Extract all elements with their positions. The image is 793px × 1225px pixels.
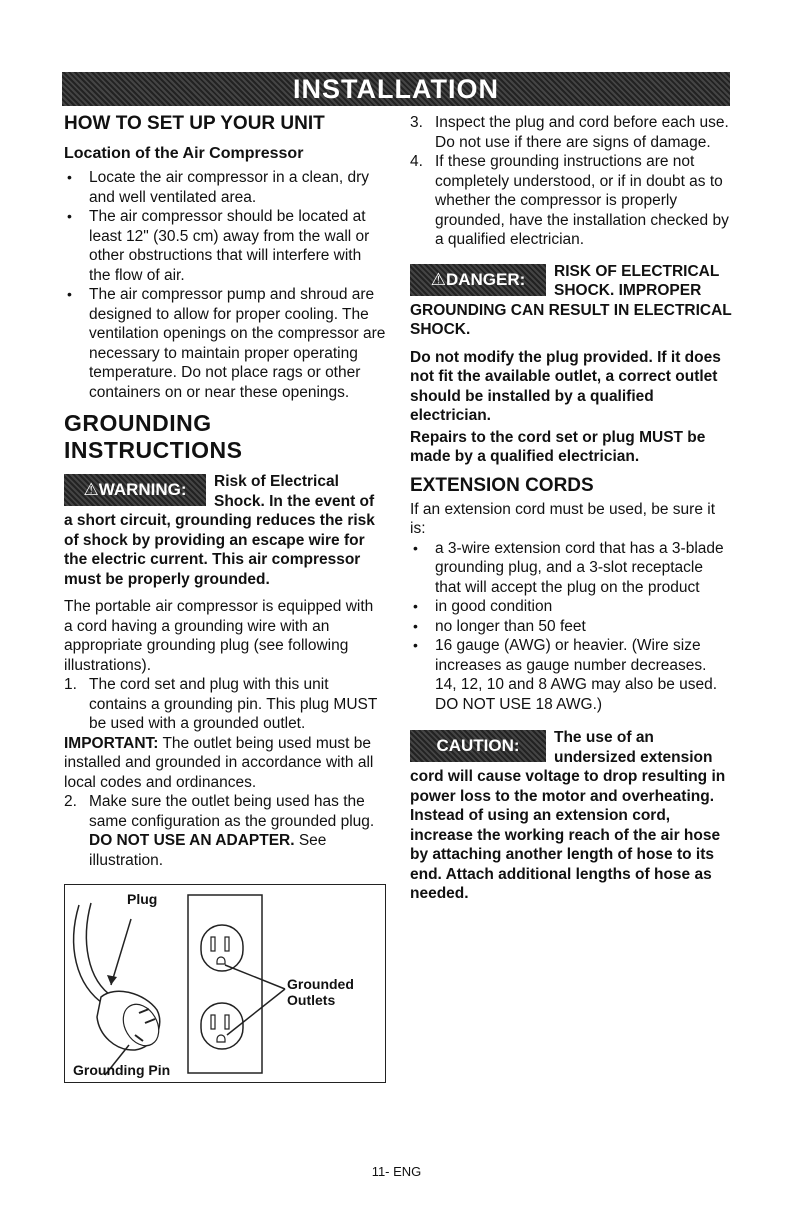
step-text: The cord set and plug with this unit contains a grounding pin. This plug MUST be used with a grounded outlet. [89, 676, 378, 732]
grounding-intro: The portable air compressor is equipped with a cord having a grounding wire with an appropriate grounding plug (see following illustrations). [64, 598, 374, 674]
setup-heading: HOW TO SET UP YOUR UNIT [64, 113, 325, 134]
list-item: • a 3-wire extension cord that has a 3-blade grounding plug, and a 3-slot receptacle that will accept the plug on the product [410, 539, 732, 598]
warning-block [64, 472, 386, 589]
caution-text: The use of an undersized extension cord will cause voltage to drop resulting in power loss to the motor and overheating. Instead of using an extension cord, increase the working reach of the air hose by attaching another length of hose to its end. Attach additional lengths of hose as needed. [410, 729, 726, 902]
step-text: Inspect the plug and cord before each use. Do not use if there are signs of damage. [435, 114, 729, 151]
page-number: 11- ENG [371, 1164, 422, 1179]
plug-pointer-line [111, 919, 131, 985]
danger-paragraph: Do not modify the plug provided. If it does not fit the available outlet, a correct outlet should be installed by a qualified electrician. [410, 348, 721, 424]
extension-list [410, 539, 732, 715]
extension-cords-heading: EXTENSION CORDS [410, 474, 594, 496]
right-column [410, 113, 732, 904]
step-number: 1. [64, 676, 77, 693]
important-note [64, 734, 386, 793]
caution-tag: CAUTION: [410, 730, 546, 762]
list-item: • Locate the air compressor in a clean, dry and well ventilated area. [64, 168, 386, 207]
list-item [64, 675, 386, 734]
cord-line [74, 905, 105, 1005]
list-item: • 16 gauge (AWG) or heavier. (Wire size increases as gauge number decreases. 14, 12, 10 and 8 AWG may also be used. DO NOT USE 18 AWG.) [410, 636, 732, 714]
grounding-steps-3 [410, 113, 732, 250]
step-text: If these grounding instructions are not completely understood, or if in doubt as to whether the compressor is properly grounded, have the installation checked by a qualified electrician. [435, 153, 729, 248]
list-item: • in good condition [410, 597, 732, 617]
list-item: • no longer than 50 feet [410, 617, 732, 637]
location-heading: Location of the Air Compressor [64, 145, 304, 162]
list-item: • The air compressor pump and shroud are designed to allow for proper cooling. The ventilation openings on the compressor are necessary to maintain proper operating temperature. Do not place rags or other containers on or near these openings. [64, 285, 386, 402]
list-item [410, 152, 732, 250]
warning-tag: ⚠WARNING: [64, 474, 206, 506]
plug-label: Plug [127, 891, 158, 907]
warning-text: Risk of Electrical Shock. In the event of a short circuit, grounding reduces the risk of shock by providing an escape wire for the electric current. This air compressor must be properly grounded. [64, 473, 375, 588]
left-column [64, 113, 386, 1083]
danger-block [410, 262, 732, 340]
caution-block [410, 728, 732, 904]
list-item [410, 113, 732, 152]
important-text: The outlet being used must be installed and grounded in accordance with all local codes and ordinances. [64, 734, 374, 791]
danger-text: RISK OF ELECTRICAL SHOCK. IMPROPER GROUNDING CAN RESULT IN ELECTRICAL SHOCK. [410, 262, 732, 338]
plug-outlet-illustration [64, 884, 386, 1083]
step-number: 3. [410, 114, 423, 131]
important-label: IMPORTANT: [64, 734, 159, 752]
cord-line [86, 903, 113, 997]
grounding-heading: GROUNDING INSTRUCTIONS [64, 410, 243, 463]
grounding-steps-2 [64, 792, 386, 870]
list-item: • The air compressor should be located at least 12" (30.5 cm) away from the wall or other obstructions that will interfere with the flow of air. [64, 207, 386, 285]
step-number: 4. [410, 153, 423, 170]
danger-paragraph: Repairs to the cord set or plug MUST be made by a qualified electrician. [410, 428, 706, 465]
step-number: 2. [64, 793, 77, 810]
extension-intro: If an extension cord must be used, be sure it is: [410, 500, 716, 537]
outlets-label-line1: Grounded [287, 976, 354, 992]
arrow-icon [107, 975, 117, 985]
section-banner: INSTALLATION [62, 72, 730, 106]
danger-tag: ⚠DANGER: [410, 264, 546, 296]
step-text: Make sure the outlet being used has the same configuration as the grounded plug. [89, 793, 375, 830]
location-list [64, 168, 386, 402]
outlets-label-line2: Outlets [287, 992, 336, 1008]
pin-label: Grounding Pin [73, 1062, 171, 1078]
step-text-end: See illustration. [89, 832, 327, 869]
step-bold-text: DO NOT USE AN ADAPTER. [89, 832, 295, 849]
list-item [64, 792, 386, 870]
grounding-steps [64, 675, 386, 734]
